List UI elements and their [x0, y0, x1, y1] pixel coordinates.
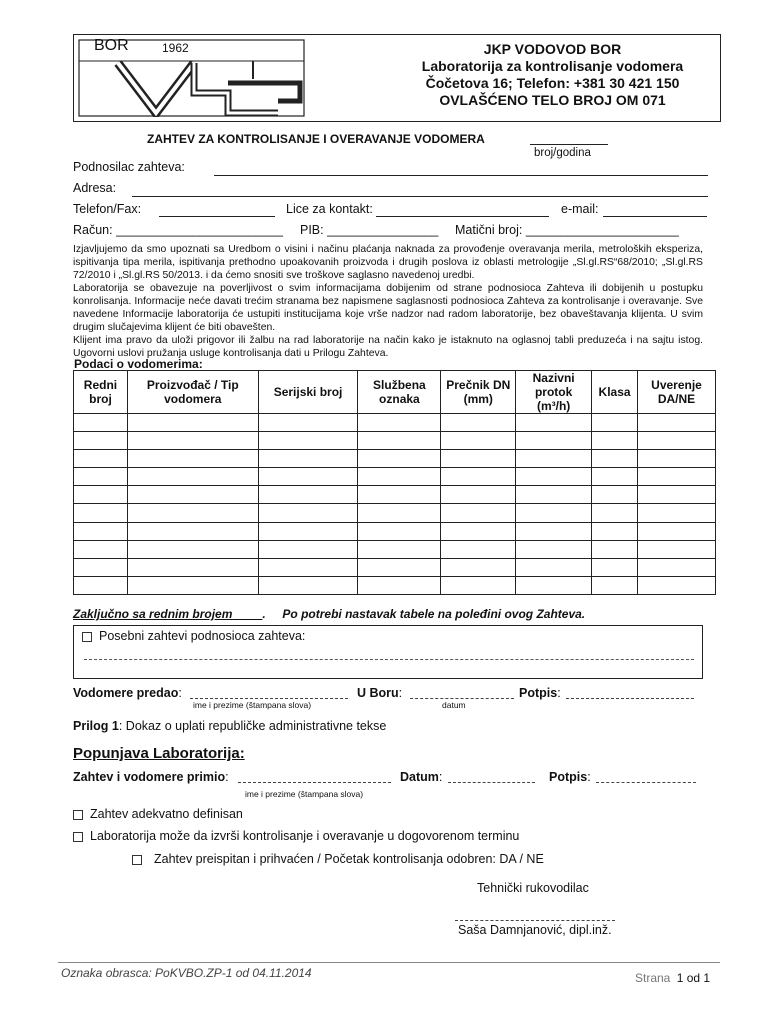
contact-field[interactable]: [376, 216, 549, 217]
lab-date-field[interactable]: [448, 782, 535, 783]
table-row[interactable]: [74, 450, 716, 468]
special-requests-line: [82, 629, 305, 643]
org-name: JKP VODOVOD BOR: [483, 41, 622, 57]
logo-text: BOR: [94, 37, 129, 54]
table-row[interactable]: [74, 558, 716, 576]
manager-title: Tehnički rukovodilac: [477, 881, 589, 895]
submitted-label: Vodomere predao:: [73, 686, 182, 700]
submitter-signature-field[interactable]: [566, 698, 694, 699]
table-row[interactable]: [74, 522, 716, 540]
account-field[interactable]: Račun: ________________________: [73, 223, 283, 237]
contact-label: Lice za kontakt:: [286, 202, 373, 216]
lab-signature-field[interactable]: [596, 782, 696, 783]
lab-address: Čočetova 16; Telefon: +381 30 421 150: [425, 75, 680, 91]
request-number-field[interactable]: [530, 144, 608, 145]
name-caption: ime i prezime (štampana slova): [193, 700, 312, 710]
col-flow: Nazivni protok (m³/h): [516, 371, 592, 414]
manager-signature-field[interactable]: [455, 920, 615, 921]
table-row[interactable]: [74, 432, 716, 450]
checkbox-capable[interactable]: [73, 832, 83, 842]
manager-name: Saša Damnjanović, dipl.inž.: [458, 923, 612, 937]
submitted-by-field[interactable]: [190, 698, 348, 699]
special-requests-field[interactable]: [84, 659, 694, 660]
pib-field[interactable]: PIB: ________________: [300, 223, 439, 237]
statement-decree: Izjavljujemo da smo upoznati sa Uredbom o visini i načinu plaćanja naknada za provođenje overavanja merila, metroloških eksperiza, ispitivanja tipa merila, ispitivanja prethodno upoakovanih proizvoda i drugih poslova iz oblasti metrologije „Sl.gl.RS“68/2010; „Sl.gl.RS 72/2010 i „Sl.gl.RS 50/2013. i da ćemo snositi sve troškove saglasno navedenoj uredbi.: [73, 244, 703, 281]
form-code: Oznaka obrasca: PoKVBO.ZP-1 od 04.11.2014: [61, 966, 312, 980]
attachment-label: Prilog 1: [73, 719, 119, 733]
signature-label: Potpis:: [519, 686, 561, 700]
email-label: e-mail:: [561, 202, 599, 216]
received-by-field[interactable]: [238, 782, 391, 783]
authority-number: OVLAŠĆENO TELO BROJ OM 071: [439, 92, 666, 108]
checkbox-defined[interactable]: [73, 810, 83, 820]
check-capable-label: Laboratorija može da izvrši kontrolisanje i overavanje u dogovorenom terminu: [90, 829, 520, 843]
mb-field[interactable]: Matični broj: ______________________: [455, 223, 679, 237]
table-row[interactable]: [74, 576, 716, 594]
table-row[interactable]: [74, 486, 716, 504]
page-number: 1 od 1: [676, 971, 711, 985]
address-field[interactable]: [132, 196, 708, 197]
number-caption: broj/godina: [534, 147, 591, 159]
col-manufacturer: Proizvođač / Tip vodomera: [127, 371, 258, 414]
form-title: ZAHTEV ZA KONTROLISANJE I OVERAVANJE VODOMERA: [147, 132, 485, 146]
table-row[interactable]: [74, 414, 716, 432]
meters-table: [73, 370, 716, 595]
check-item-capable[interactable]: [73, 829, 519, 843]
col-official-mark: Službena oznaka: [358, 371, 441, 414]
table-row[interactable]: [74, 540, 716, 558]
footer-rule: [58, 962, 720, 963]
conclusion-label: Zaključno sa rednim brojem: [73, 607, 233, 621]
check-item-defined[interactable]: [73, 807, 243, 821]
attachment-text: : Dokaz o uplati republičke administrativne tekse: [118, 719, 387, 733]
page-indicator: [635, 971, 710, 985]
conclusion-line: Zaključno sa rednim brojem . Po potrebi nastavak tabele na poleđini ovog Zahteva.: [73, 607, 586, 621]
continue-note: Po potrebi nastavak tabele na poleđini ovog Zahteva.: [282, 607, 586, 621]
special-requests-box: [73, 625, 703, 679]
lab-section-heading: Popunjava Laboratorija:: [73, 745, 245, 762]
logo-year: 1962: [162, 41, 189, 55]
col-diameter: Prečnik DN (mm): [441, 371, 516, 414]
lab-date-label: Datum:: [400, 770, 443, 784]
email-field[interactable]: [603, 216, 707, 217]
address-label: Adresa:: [73, 181, 117, 195]
phone-label: Telefon/Fax:: [73, 202, 142, 216]
applicant-label: Podnosilac zahteva:: [73, 160, 185, 174]
statement-complaints: Klijent ima pravo da uloži prigovor ili žalbu na rad laboratorije na način kako je istaknuto na oglasnoj tabli preduzeća i na sajtu istog. Ugovorni uslovi pružanja usluge kontrolisanja dati u Prilogu Zahteva.: [73, 335, 703, 359]
lab-name-caption: ime i prezime (štampana slova): [245, 789, 364, 799]
special-requests-checkbox[interactable]: [82, 632, 92, 642]
table-row[interactable]: [74, 504, 716, 522]
col-number: Redni broj: [74, 371, 128, 414]
col-class: Klasa: [592, 371, 638, 414]
page-word: Strana: [635, 971, 671, 985]
phone-field[interactable]: [159, 216, 275, 217]
header-text: [385, 41, 720, 109]
conclusion-field[interactable]: [232, 607, 262, 621]
special-requests-label: Posebni zahtevi podnosioca zahteva:: [99, 629, 306, 643]
date-caption: datum: [442, 700, 466, 710]
col-certificate: Uverenje DA/NE: [638, 371, 716, 414]
lab-signature-label: Potpis:: [549, 770, 591, 784]
check-item-reviewed[interactable]: [132, 852, 544, 866]
submission-date-field[interactable]: [410, 698, 514, 699]
applicant-field[interactable]: [214, 175, 708, 176]
table-row[interactable]: [74, 468, 716, 486]
col-serial: Serijski broj: [258, 371, 358, 414]
checkbox-reviewed[interactable]: [132, 855, 142, 865]
check-reviewed-label: Zahtev preispitan i prihvaćen / Početak kontrolisanja odobren: DA / NE: [154, 852, 544, 866]
statement-confidentiality: Laboratorija se obavezuje na poverljivost o svim informacijama dobijenim od strane podnosioca Zahteva ili dobijenih u postupku konrolisanja. Informacije neće davati trećim stranama bez napismene saglasnosti podnosioca Zahteva za kontrolisanje i overavanje. Sve navedene Informacije laboratorija će ustupiti institucijama koje vrše nadzor nad radom laboratorije, bez obaveštavanja klijenta. U svim drugim slučajevima klijent će biti obavešten.: [73, 283, 703, 333]
check-defined-label: Zahtev adekvatno definisan: [90, 807, 243, 821]
header-box: [73, 34, 721, 122]
attachment-line: [73, 719, 386, 733]
meters-heading: Podaci o vodomerima:: [74, 357, 203, 371]
received-label: Zahtev i vodomere primio:: [73, 770, 229, 784]
lab-name: Laboratorija za kontrolisanje vodomera: [421, 58, 684, 74]
in-bor-label: U Boru:: [357, 686, 403, 700]
